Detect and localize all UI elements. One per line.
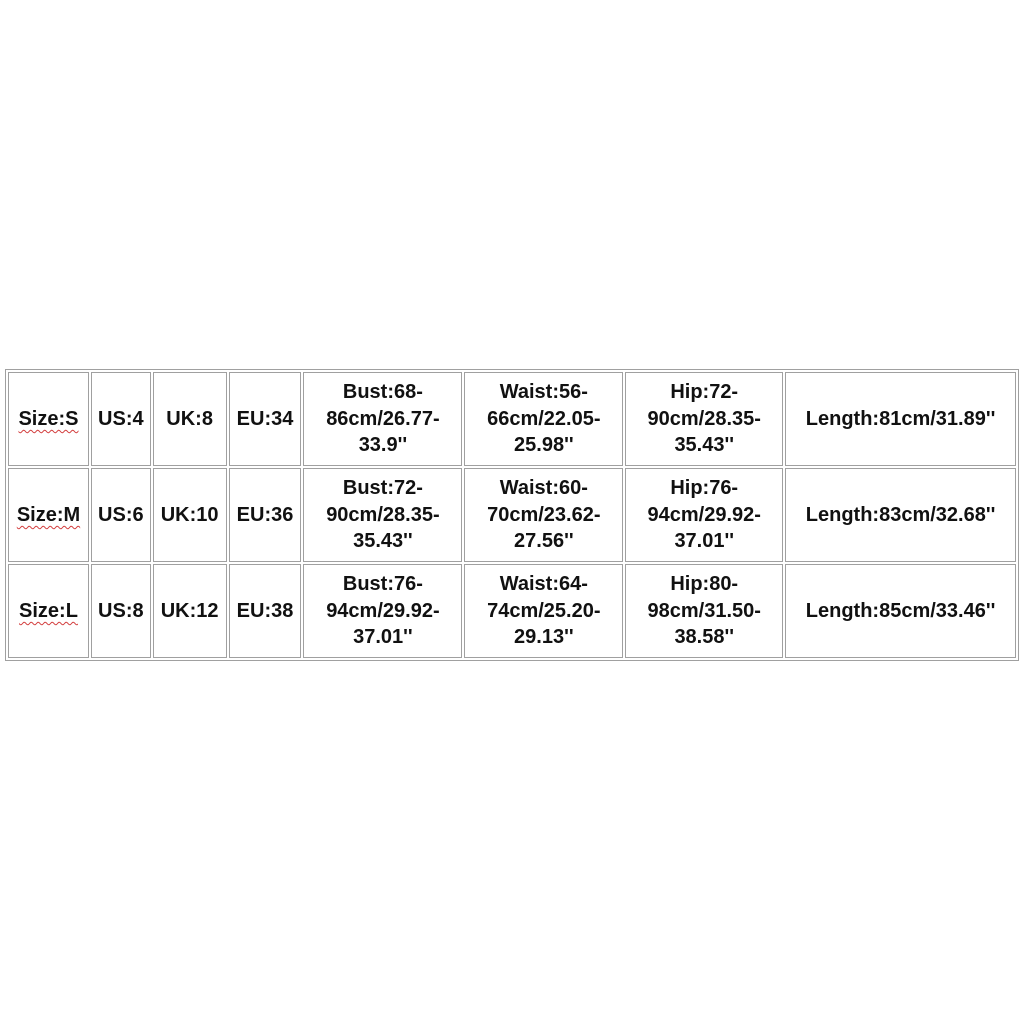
uk-size-cell: UK:12 [153, 564, 227, 658]
bust-cell: Bust:68-86cm/26.77-33.9'' [303, 372, 462, 466]
us-size-cell: US:8 [91, 564, 151, 658]
size-chart-table [5, 369, 1019, 661]
hip-cell: Hip:80-98cm/31.50-38.58'' [625, 564, 783, 658]
eu-size-cell: EU:36 [229, 468, 302, 562]
size-label: Size:S [18, 407, 79, 430]
hip-cell: Hip:76-94cm/29.92-37.01'' [625, 468, 783, 562]
size-cell [8, 468, 89, 562]
eu-size-cell: EU:38 [229, 564, 302, 658]
length-cell: Length:83cm/32.68'' [785, 468, 1016, 562]
length-cell: Length:81cm/31.89'' [785, 372, 1016, 466]
size-cell [8, 372, 89, 466]
table-row-size-l [8, 564, 1016, 658]
size-cell [8, 564, 89, 658]
us-size-cell: US:6 [91, 468, 151, 562]
bust-cell: Bust:72-90cm/28.35-35.43'' [303, 468, 462, 562]
table-row-size-s [8, 372, 1016, 466]
waist-cell: Waist:60-70cm/23.62-27.56'' [464, 468, 623, 562]
uk-size-cell: UK:10 [153, 468, 227, 562]
eu-size-cell: EU:34 [229, 372, 302, 466]
size-label: Size:L [19, 599, 78, 622]
table-row-size-m [8, 468, 1016, 562]
uk-size-cell: UK:8 [153, 372, 227, 466]
hip-cell: Hip:72-90cm/28.35-35.43'' [625, 372, 783, 466]
waist-cell: Waist:64-74cm/25.20-29.13'' [464, 564, 623, 658]
bust-cell: Bust:76-94cm/29.92-37.01'' [303, 564, 462, 658]
length-cell: Length:85cm/33.46'' [785, 564, 1016, 658]
size-label: Size:M [16, 503, 81, 526]
us-size-cell: US:4 [91, 372, 151, 466]
waist-cell: Waist:56-66cm/22.05-25.98'' [464, 372, 623, 466]
